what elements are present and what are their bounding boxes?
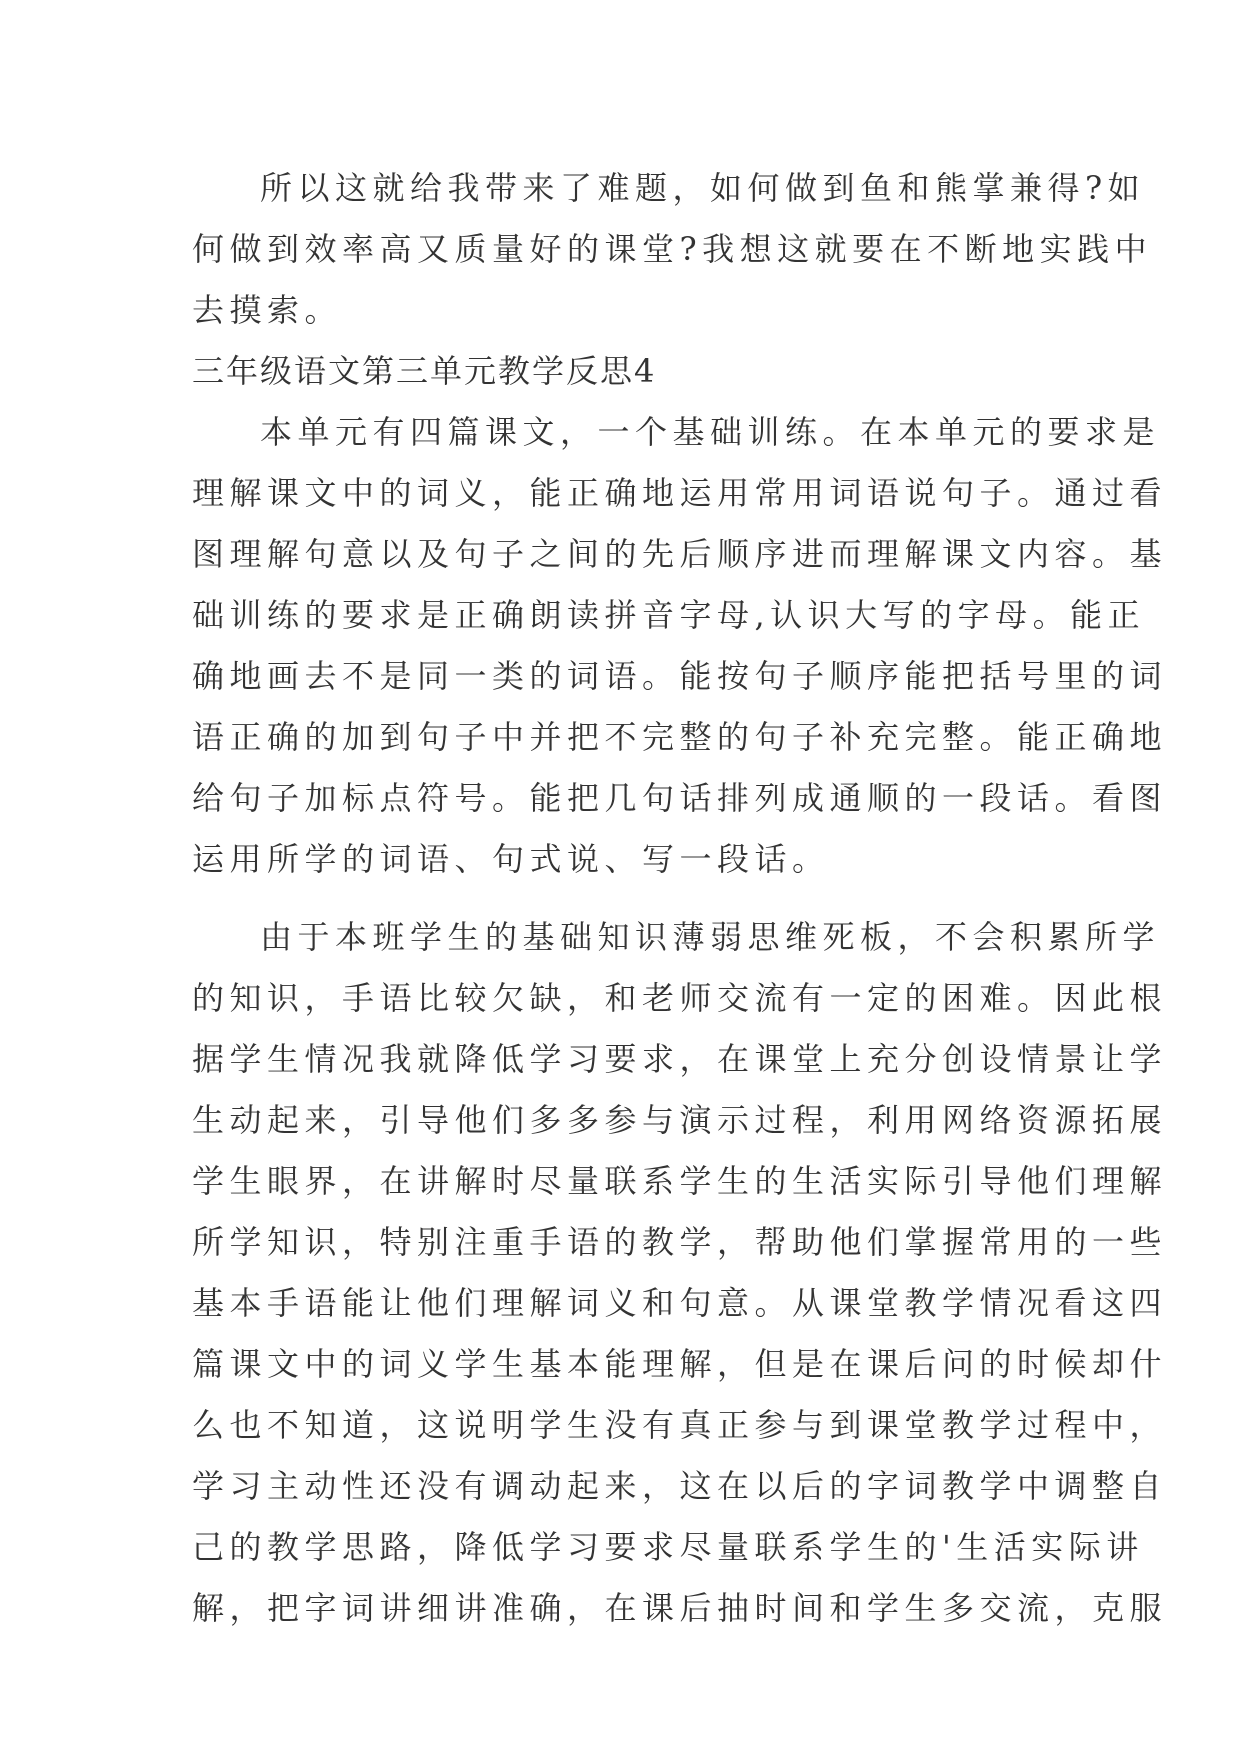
text-line: 去摸索。 — [192, 291, 343, 329]
text-line: 由于本班学生的基础知识薄弱思维死板，不会积累所学 — [260, 918, 1161, 956]
text-line: 所以这就给我带来了难题，如何做到鱼和熊掌兼得?如 — [260, 169, 1146, 207]
text-line: 图理解句意以及句子之间的先后顺序进而理解课文内容。基 — [192, 535, 1168, 573]
text-line: 学生眼界，在讲解时尽量联系学生的生活实际引导他们理解 — [192, 1162, 1168, 1200]
text-line: 础训练的要求是正确朗读拼音字母,认识大写的字母。能正 — [192, 596, 1146, 634]
text-line: 据学生情况我就降低学习要求，在课堂上充分创设情景让学 — [192, 1040, 1168, 1078]
text-line: 运用所学的词语、句式说、写一段话。 — [192, 840, 830, 878]
section-heading: 三年级语文第三单元教学反思4 — [192, 352, 657, 390]
text-line: 篇课文中的词义学生基本能理解，但是在课后问的时候却什 — [192, 1345, 1168, 1383]
text-line: 基本手语能让他们理解词义和句意。从课堂教学情况看这四 — [192, 1284, 1168, 1322]
text-line: 生动起来，引导他们多多参与演示过程，利用网络资源拓展 — [192, 1101, 1168, 1139]
text-line: 所学知识，特别注重手语的教学，帮助他们掌握常用的一些 — [192, 1223, 1168, 1261]
text-line: 学习主动性还没有调动起来，这在以后的字词教学中调整自 — [192, 1467, 1168, 1505]
text-line: 给句子加标点符号。能把几句话排列成通顺的一段话。看图 — [192, 779, 1168, 817]
paragraph-gap — [192, 890, 1054, 907]
text-line: 确地画去不是同一类的词语。能按句子顺序能把括号里的词 — [192, 657, 1168, 695]
paragraph-1 — [192, 158, 1153, 341]
text-line: 理解课文中的词义，能正确地运用常用词语说句子。通过看 — [192, 474, 1168, 512]
text-line: 的知识，手语比较欠缺，和老师交流有一定的困难。因此根 — [192, 979, 1168, 1017]
text-line: 么也不知道，这说明学生没有真正参与到课堂教学过程中， — [192, 1406, 1168, 1444]
text-line: 语正确的加到句子中并把不完整的句子补充完整。能正确地 — [192, 718, 1168, 756]
text-line: 解，把字词讲细讲准确，在课后抽时间和学生多交流，克服 — [192, 1589, 1168, 1627]
document-body — [192, 158, 1168, 1639]
paragraph-3 — [192, 907, 1168, 1639]
text-line: 何做到效率高又质量好的课堂?我想这就要在不断地实践中 — [192, 230, 1153, 268]
paragraph-2 — [192, 402, 1168, 890]
text-line: 己的教学思路，降低学习要求尽量联系学生的'生活实际讲 — [192, 1528, 1144, 1566]
text-line: 本单元有四篇课文，一个基础训练。在本单元的要求是 — [260, 413, 1161, 451]
